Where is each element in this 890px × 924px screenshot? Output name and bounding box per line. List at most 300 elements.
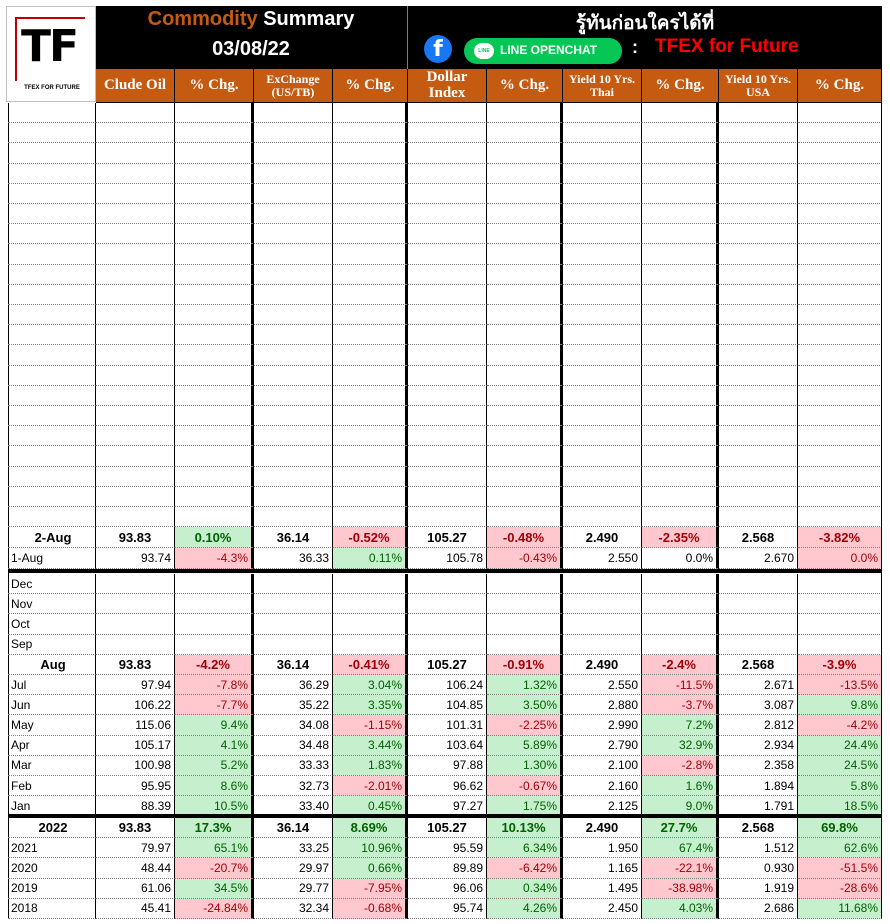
empty-cell (8, 345, 96, 365)
empty-cell (719, 265, 798, 285)
empty-cell (487, 143, 563, 163)
monthly-cell: 1.894 (719, 776, 798, 796)
daily-cell: 2.670 (719, 548, 798, 569)
title-commodity: Commodity (147, 8, 258, 30)
empty-cell (96, 123, 175, 143)
monthly-cell (333, 594, 408, 614)
empty-cell (333, 305, 408, 325)
monthly-cell: 95.95 (96, 776, 175, 796)
empty-cell (408, 345, 487, 365)
monthly-cell: 106.22 (96, 695, 175, 715)
monthly-row-label: Dec (8, 574, 96, 594)
monthly-row-label: Apr (8, 736, 96, 756)
monthly-cell: 5.8% (798, 776, 882, 796)
empty-cell (254, 366, 333, 386)
empty-cell (563, 143, 642, 163)
empty-cell (563, 507, 642, 527)
monthly-cell: 3.44% (333, 736, 408, 756)
empty-cell (175, 507, 254, 527)
monthly-cell (96, 574, 175, 594)
empty-cell (487, 386, 563, 406)
yearly-cell: 29.97 (254, 858, 333, 878)
daily-cell: -2.35% (642, 527, 719, 548)
empty-cell (719, 123, 798, 143)
monthly-cell: 4.1% (175, 736, 254, 756)
monthly-cell: 10.5% (175, 796, 254, 816)
empty-cell (798, 487, 882, 507)
monthly-cell: -0.91% (487, 655, 563, 675)
monthly-cell: -7.8% (175, 675, 254, 695)
empty-cell (175, 164, 254, 184)
column-header: % Chg. (333, 69, 408, 103)
monthly-cell: 104.85 (408, 695, 487, 715)
monthly-cell: 97.88 (408, 756, 487, 776)
empty-cell (642, 426, 719, 446)
empty-cell (333, 446, 408, 466)
monthly-cell: 88.39 (96, 796, 175, 816)
empty-cell (642, 164, 719, 184)
yearly-cell: 10.96% (333, 838, 408, 858)
empty-cell (254, 386, 333, 406)
yearly-cell: 10.13% (487, 818, 563, 838)
empty-cell (8, 487, 96, 507)
monthly-cell (719, 635, 798, 655)
empty-cell (175, 285, 254, 305)
yearly-cell: 1.950 (563, 838, 642, 858)
empty-cell (96, 204, 175, 224)
empty-cell (798, 184, 882, 204)
yearly-cell: 62.6% (798, 838, 882, 858)
monthly-cell (719, 594, 798, 614)
empty-cell (8, 224, 96, 244)
empty-cell (175, 103, 254, 123)
empty-cell (254, 426, 333, 446)
yearly-cell: 0.930 (719, 858, 798, 878)
empty-cell (408, 204, 487, 224)
empty-cell (408, 467, 487, 487)
empty-cell (175, 467, 254, 487)
empty-cell (175, 426, 254, 446)
empty-cell (719, 467, 798, 487)
yearly-cell: 0.34% (487, 879, 563, 899)
line-icon: LINE (474, 43, 494, 59)
empty-cell (96, 305, 175, 325)
monthly-cell: 93.83 (96, 655, 175, 675)
facebook-icon[interactable]: f (424, 35, 452, 63)
monthly-cell: 24.5% (798, 756, 882, 776)
empty-cell (642, 265, 719, 285)
monthly-cell (254, 635, 333, 655)
monthly-cell: -3.9% (798, 655, 882, 675)
empty-cell (8, 446, 96, 466)
empty-cell (719, 345, 798, 365)
empty-cell (408, 386, 487, 406)
empty-cell (642, 467, 719, 487)
empty-cell (563, 305, 642, 325)
yearly-cell: -0.68% (333, 899, 408, 919)
monthly-cell: -1.15% (333, 715, 408, 735)
monthly-cell: 3.35% (333, 695, 408, 715)
empty-cell (408, 285, 487, 305)
empty-cell (798, 426, 882, 446)
monthly-cell: 2.550 (563, 675, 642, 695)
section-divider (8, 569, 882, 573)
monthly-cell (642, 594, 719, 614)
monthly-cell: 2.790 (563, 736, 642, 756)
monthly-cell (563, 614, 642, 634)
empty-cell (487, 345, 563, 365)
empty-cell (798, 244, 882, 264)
empty-cell (563, 265, 642, 285)
yearly-row-label: 2018 (8, 899, 96, 919)
yearly-cell: 1.165 (563, 858, 642, 878)
empty-cell (8, 184, 96, 204)
monthly-cell (642, 614, 719, 634)
empty-cell (333, 467, 408, 487)
yearly-cell: -7.95% (333, 879, 408, 899)
empty-cell (175, 224, 254, 244)
empty-cell (96, 406, 175, 426)
empty-cell (642, 244, 719, 264)
column-header: % Chg. (642, 69, 719, 103)
empty-cell (408, 184, 487, 204)
empty-cell (96, 184, 175, 204)
empty-cell (798, 285, 882, 305)
empty-cell (96, 244, 175, 264)
monthly-cell: -0.41% (333, 655, 408, 675)
yearly-cell: -20.7% (175, 858, 254, 878)
empty-cell (798, 386, 882, 406)
monthly-cell (563, 594, 642, 614)
monthly-cell (408, 614, 487, 634)
monthly-cell (798, 614, 882, 634)
empty-cell (563, 103, 642, 123)
daily-cell: 36.14 (254, 527, 333, 548)
empty-cell (8, 507, 96, 527)
yearly-cell: 34.5% (175, 879, 254, 899)
empty-cell (8, 426, 96, 446)
empty-cell (487, 103, 563, 123)
monthly-cell: 24.4% (798, 736, 882, 756)
column-header: Yield 10 Yrs. Thai (563, 69, 642, 103)
monthly-cell (798, 635, 882, 655)
monthly-cell (642, 574, 719, 594)
empty-cell (96, 265, 175, 285)
yearly-cell: 45.41 (96, 899, 175, 919)
monthly-cell: 2.934 (719, 736, 798, 756)
empty-cell (333, 164, 408, 184)
yearly-cell: 4.26% (487, 899, 563, 919)
empty-cell (798, 123, 882, 143)
monthly-cell: 115.06 (96, 715, 175, 735)
daily-cell: 105.78 (408, 548, 487, 569)
yearly-cell: 2.450 (563, 899, 642, 919)
empty-cell (487, 507, 563, 527)
empty-cell (719, 325, 798, 345)
table-right-border (881, 69, 882, 918)
empty-cell (408, 426, 487, 446)
logo-caption: TFEX FOR FUTURE (24, 85, 80, 91)
empty-cell (254, 325, 333, 345)
empty-cell (798, 265, 882, 285)
monthly-cell (719, 574, 798, 594)
empty-cell (8, 103, 96, 123)
empty-cell (333, 184, 408, 204)
empty-cell (563, 446, 642, 466)
monthly-cell: -4.2% (175, 655, 254, 675)
empty-cell (487, 265, 563, 285)
empty-cell (333, 426, 408, 446)
monthly-cell: 1.791 (719, 796, 798, 816)
yearly-cell: 2.568 (719, 818, 798, 838)
empty-cell (333, 123, 408, 143)
yearly-cell: 2.490 (563, 818, 642, 838)
daily-cell: -0.48% (487, 527, 563, 548)
empty-cell (487, 426, 563, 446)
empty-cell (563, 204, 642, 224)
empty-cell (487, 224, 563, 244)
empty-cell (642, 406, 719, 426)
yearly-cell: -22.1% (642, 858, 719, 878)
column-header: % Chg. (175, 69, 254, 103)
empty-cell (563, 224, 642, 244)
empty-cell (254, 446, 333, 466)
empty-cell (487, 123, 563, 143)
empty-cell (719, 184, 798, 204)
empty-cell (333, 224, 408, 244)
monthly-cell: 105.17 (96, 736, 175, 756)
empty-cell (8, 386, 96, 406)
empty-cell (96, 164, 175, 184)
daily-cell: 105.27 (408, 527, 487, 548)
daily-cell: 0.0% (798, 548, 882, 569)
monthly-cell (487, 574, 563, 594)
empty-cell (333, 487, 408, 507)
empty-cell (96, 103, 175, 123)
monthly-cell (408, 574, 487, 594)
monthly-row-label: Jul (8, 675, 96, 695)
empty-cell (175, 386, 254, 406)
monthly-cell: 9.0% (642, 796, 719, 816)
monthly-cell: 2.160 (563, 776, 642, 796)
yearly-cell: 6.34% (487, 838, 563, 858)
yearly-cell: -6.42% (487, 858, 563, 878)
daily-row-label: 2-Aug (8, 527, 96, 548)
empty-cell (487, 184, 563, 204)
monthly-cell: 2.671 (719, 675, 798, 695)
empty-cell (798, 366, 882, 386)
empty-cell (563, 285, 642, 305)
yearly-row-label: 2021 (8, 838, 96, 858)
empty-cell (798, 507, 882, 527)
monthly-cell: -0.67% (487, 776, 563, 796)
monthly-cell: 106.24 (408, 675, 487, 695)
empty-cell (563, 386, 642, 406)
empty-cell (798, 204, 882, 224)
empty-cell (333, 325, 408, 345)
empty-cell (333, 406, 408, 426)
empty-cell (333, 366, 408, 386)
empty-cell (563, 123, 642, 143)
empty-cell (642, 325, 719, 345)
monthly-cell (719, 614, 798, 634)
empty-cell (96, 487, 175, 507)
empty-cell (408, 265, 487, 285)
daily-cell: 2.550 (563, 548, 642, 569)
empty-cell (175, 446, 254, 466)
daily-cell: 2.490 (563, 527, 642, 548)
daily-cell: -0.52% (333, 527, 408, 548)
monthly-cell: 2.568 (719, 655, 798, 675)
empty-cell (8, 204, 96, 224)
empty-cell (719, 487, 798, 507)
yearly-row-label: 2019 (8, 879, 96, 899)
empty-cell (408, 305, 487, 325)
daily-cell: -4.3% (175, 548, 254, 569)
empty-cell (254, 143, 333, 163)
monthly-cell: 2.358 (719, 756, 798, 776)
empty-cell (487, 366, 563, 386)
empty-cell (642, 305, 719, 325)
empty-cell (96, 446, 175, 466)
yearly-row-label: 2022 (8, 818, 96, 838)
empty-cell (333, 103, 408, 123)
monthly-row-label: May (8, 715, 96, 735)
monthly-cell: 36.29 (254, 675, 333, 695)
yearly-row-label: 2020 (8, 858, 96, 878)
empty-cell (642, 366, 719, 386)
monthly-cell: 101.31 (408, 715, 487, 735)
monthly-cell: 5.2% (175, 756, 254, 776)
empty-cell (719, 244, 798, 264)
monthly-cell: 97.27 (408, 796, 487, 816)
empty-cell (563, 366, 642, 386)
monthly-cell (333, 635, 408, 655)
monthly-cell: 100.98 (96, 756, 175, 776)
yearly-cell: 0.66% (333, 858, 408, 878)
monthly-cell: 1.32% (487, 675, 563, 695)
empty-cell (642, 386, 719, 406)
empty-cell (96, 366, 175, 386)
monthly-cell (563, 574, 642, 594)
yearly-cell: 95.74 (408, 899, 487, 919)
empty-cell (487, 204, 563, 224)
empty-cell (719, 164, 798, 184)
empty-cell (719, 103, 798, 123)
empty-cell (563, 467, 642, 487)
monthly-cell: 32.9% (642, 736, 719, 756)
empty-cell (563, 184, 642, 204)
monthly-cell (96, 614, 175, 634)
empty-cell (254, 265, 333, 285)
empty-cell (487, 467, 563, 487)
monthly-cell: 33.33 (254, 756, 333, 776)
daily-cell: 2.568 (719, 527, 798, 548)
empty-cell (642, 103, 719, 123)
empty-cell (408, 325, 487, 345)
empty-cell (487, 446, 563, 466)
column-header: % Chg. (487, 69, 563, 103)
monthly-row-label: Mar (8, 756, 96, 776)
monthly-cell: 32.73 (254, 776, 333, 796)
monthly-cell (798, 574, 882, 594)
monthly-row-label: Feb (8, 776, 96, 796)
monthly-row-label: Nov (8, 594, 96, 614)
empty-cell (642, 446, 719, 466)
monthly-cell: 2.490 (563, 655, 642, 675)
yearly-cell: 67.4% (642, 838, 719, 858)
monthly-cell (175, 594, 254, 614)
empty-cell (563, 345, 642, 365)
yearly-cell: 29.77 (254, 879, 333, 899)
empty-cell (8, 123, 96, 143)
empty-cell (254, 204, 333, 224)
monthly-cell: 9.8% (798, 695, 882, 715)
empty-cell (563, 244, 642, 264)
empty-cell (8, 244, 96, 264)
empty-cell (563, 406, 642, 426)
empty-cell (408, 164, 487, 184)
empty-cell (798, 446, 882, 466)
empty-cell (175, 487, 254, 507)
monthly-cell: 34.08 (254, 715, 333, 735)
daily-cell: -0.43% (487, 548, 563, 569)
daily-cell: 93.83 (96, 527, 175, 548)
monthly-cell: -2.01% (333, 776, 408, 796)
empty-cell (254, 487, 333, 507)
empty-cell (96, 345, 175, 365)
monthly-cell: 36.14 (254, 655, 333, 675)
empty-cell (642, 123, 719, 143)
monthly-cell: 1.6% (642, 776, 719, 796)
monthly-cell: 1.75% (487, 796, 563, 816)
monthly-cell (487, 614, 563, 634)
empty-cell (96, 507, 175, 527)
monthly-cell: -2.25% (487, 715, 563, 735)
monthly-cell (798, 594, 882, 614)
monthly-cell (563, 635, 642, 655)
yearly-cell: -38.98% (642, 879, 719, 899)
empty-cell (96, 224, 175, 244)
yearly-cell: 69.8% (798, 818, 882, 838)
yearly-cell: 48.44 (96, 858, 175, 878)
daily-cell: 93.74 (96, 548, 175, 569)
monthly-row-label: Aug (8, 655, 96, 675)
daily-row-label: 1-Aug (8, 548, 96, 569)
monthly-cell: 96.62 (408, 776, 487, 796)
empty-cell (642, 487, 719, 507)
empty-cell (563, 487, 642, 507)
empty-cell (254, 305, 333, 325)
empty-cell (333, 265, 408, 285)
monthly-cell (254, 594, 333, 614)
empty-cell (254, 345, 333, 365)
empty-cell (8, 143, 96, 163)
monthly-cell (408, 635, 487, 655)
empty-cell (642, 143, 719, 163)
empty-cell (254, 507, 333, 527)
empty-cell (642, 285, 719, 305)
empty-cell (96, 143, 175, 163)
empty-cell (798, 224, 882, 244)
yearly-cell: 93.83 (96, 818, 175, 838)
empty-cell (642, 507, 719, 527)
empty-cell (719, 305, 798, 325)
empty-cell (175, 244, 254, 264)
empty-cell (719, 366, 798, 386)
monthly-cell: 103.64 (408, 736, 487, 756)
empty-cell (8, 366, 96, 386)
